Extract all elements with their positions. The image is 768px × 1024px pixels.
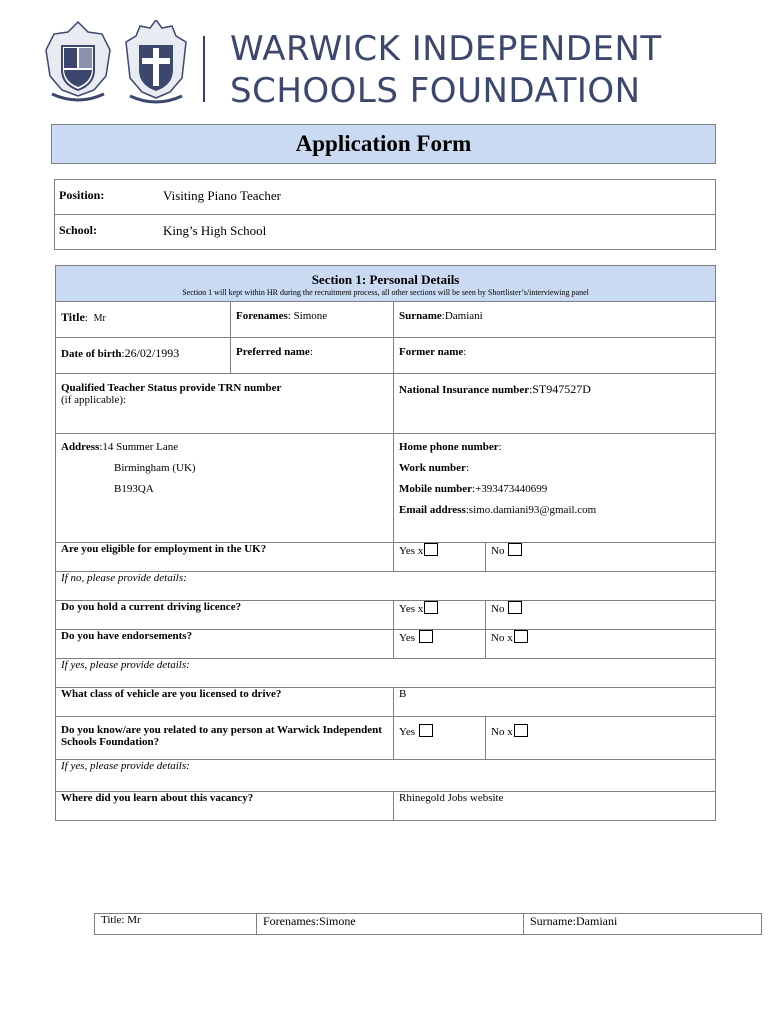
ni-label: National Insurance number [399,384,530,396]
related-question: Do you know/are you related to any person at Warwick Independent Schools Foundation? [56,717,394,760]
related-yes-checkbox[interactable] [419,724,433,737]
eligibility-no-checkbox[interactable] [508,543,522,556]
school-label: School: [59,223,98,237]
qts-row [56,374,716,434]
endorsement-no-label: No x [491,632,513,644]
school-crest-icon [44,20,112,106]
endorsement-details-row [56,659,716,688]
vacancy-value[interactable]: Rhinegold Jobs website [394,792,716,821]
related-row [56,717,716,760]
licence-row [56,601,716,630]
eligibility-yes-label: Yes x [399,545,424,557]
related-details[interactable]: If yes, please provide details: [56,760,716,792]
brand-line-2: SCHOOLS FOUNDATION [230,71,641,111]
school-row [55,214,715,249]
brand-name [230,28,662,112]
footer-name-table [94,913,762,935]
dob-value: 26/02/1993 [124,346,180,360]
home-phone-label: Home phone number [399,441,499,453]
title-cell[interactable]: Title: Mr [56,302,231,338]
forenames-label: Forenames [236,310,288,322]
section-header-row [56,266,716,302]
former-name-cell[interactable]: Former name: [394,338,716,374]
work-number-label: Work number [399,462,466,474]
vehicle-question: What class of vehicle are you licensed to drive? [56,688,394,717]
mobile-value: +393473440699 [475,483,548,495]
footer-surname: Surname:Damiani [524,914,762,935]
surname-value: Damiani [444,310,483,322]
school-crest-icon [122,20,190,106]
endorsement-no-checkbox[interactable] [514,630,528,643]
related-no-label: No x [491,726,513,738]
eligibility-question: Are you eligible for employment in the UK? [56,543,394,572]
licence-no-checkbox[interactable] [508,601,522,614]
endorsement-yes-label: Yes [399,632,416,644]
position-row [55,180,715,214]
address-label: Address [61,441,100,453]
address-line-1: 14 Summer Lane [102,441,179,453]
page-title: Application Form [51,124,716,164]
section-note: Section 1 will kept within HR during the recruitment process, all other sections will be seen by Shortlister’s/interviewing panel [182,288,589,297]
surname-label: Surname [399,310,442,322]
address-row [56,434,716,543]
related-yes-label: Yes [399,726,416,738]
email-label: Email address [399,504,466,516]
vacancy-question: Where did you learn about this vacancy? [56,792,394,821]
related-details-row [56,760,716,792]
contact-cell[interactable]: Home phone number: Work number: Mobile number:+393473440699 Email address:simo.damiani93@gmail.com [394,434,716,543]
dob-label: Date of birth [61,348,122,360]
position-label: Position: [59,188,105,202]
position-value[interactable]: Visiting Piano Teacher [163,188,281,203]
vehicle-row [56,688,716,717]
personal-details-table [55,265,716,821]
address-line-2: Birmingham (UK) [114,462,196,474]
eligibility-details[interactable]: If no, please provide details: [56,572,716,601]
surname-cell[interactable]: Surname:Damiani [394,302,716,338]
licence-no-label: No [491,603,505,615]
licence-no-cell[interactable] [486,601,716,630]
eligibility-yes-checkbox[interactable] [424,543,438,556]
position-box [54,179,716,250]
eligibility-details-row [56,572,716,601]
ni-value: ST947527D [532,382,591,396]
dob-row [56,338,716,374]
licence-yes-cell[interactable] [394,601,486,630]
endorsement-no-cell[interactable] [486,630,716,659]
eligibility-yes-cell[interactable] [394,543,486,572]
licence-yes-label: Yes x [399,603,424,615]
address-line-3: B193QA [114,483,154,495]
letterhead [44,18,720,111]
endorsement-row [56,630,716,659]
brand-line-1: WARWICK INDEPENDENT [230,29,662,69]
eligibility-no-cell[interactable] [486,543,716,572]
name-row [56,302,716,338]
qts-sub: (if applicable): [61,394,127,406]
ni-cell[interactable]: National Insurance number:ST947527D [394,374,716,434]
dob-cell[interactable]: Date of birth:26/02/1993 [56,338,231,374]
related-yes-cell[interactable] [394,717,486,760]
former-name-label: Former name [399,346,464,358]
section-header [56,266,716,302]
qts-cell[interactable] [56,374,394,434]
email-value: simo.damiani93@gmail.com [468,504,597,516]
vacancy-row [56,792,716,821]
title-value: Mr [93,313,106,324]
endorsement-yes-checkbox[interactable] [419,630,433,643]
endorsement-details[interactable]: If yes, please provide details: [56,659,716,688]
endorsement-yes-cell[interactable] [394,630,486,659]
header-divider [203,36,205,102]
related-no-cell[interactable] [486,717,716,760]
licence-question: Do you hold a current driving licence? [56,601,394,630]
footer-row [95,914,762,935]
mobile-label: Mobile number [399,483,473,495]
qts-label: Qualified Teacher Status provide TRN number [61,382,282,394]
forenames-cell[interactable]: Forenames: Simone [231,302,394,338]
section-title: Section 1: Personal Details [311,272,460,287]
school-value[interactable]: King’s High School [163,223,267,238]
eligibility-row [56,543,716,572]
endorsement-question: Do you have endorsements? [56,630,394,659]
related-no-checkbox[interactable] [514,724,528,737]
preferred-name-cell[interactable]: Preferred name: [231,338,394,374]
licence-yes-checkbox[interactable] [424,601,438,614]
forenames-value: Simone [293,310,328,322]
address-cell[interactable]: Address:14 Summer Lane Birmingham (UK) B193QA [56,434,394,543]
footer-forenames: Forenames:Simone [257,914,524,935]
eligibility-no-label: No [491,545,505,557]
footer-title: Title: Mr [95,914,257,935]
preferred-name-label: Preferred name [236,346,310,358]
vehicle-value[interactable]: B [394,688,716,717]
title-label: Title [61,310,85,324]
